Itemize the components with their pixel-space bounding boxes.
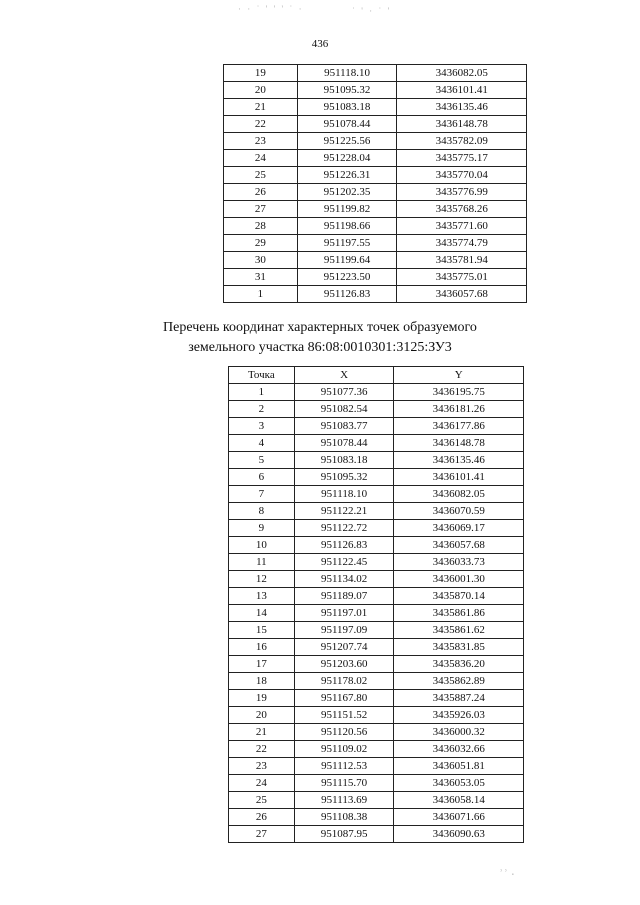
cell-x: 951083.77 <box>294 418 394 435</box>
cell-y: 3436053.05 <box>394 775 524 792</box>
table-row <box>229 724 524 741</box>
table-row <box>224 99 527 116</box>
cell-x: 951189.07 <box>294 588 394 605</box>
cell-x: 951225.56 <box>297 133 397 150</box>
cell-y: 3435836.20 <box>394 656 524 673</box>
cell-point: 4 <box>229 435 295 452</box>
cell-x: 951078.44 <box>294 435 394 452</box>
table-row <box>224 133 527 150</box>
cell-point: 20 <box>229 707 295 724</box>
scan-artifact-bottom: ʾʾ · <box>498 868 515 883</box>
cell-point: 25 <box>229 792 295 809</box>
cell-point: 6 <box>229 469 295 486</box>
cell-y: 3435775.17 <box>397 150 527 167</box>
cell-point: 14 <box>229 605 295 622</box>
cell-y: 3435776.99 <box>397 184 527 201</box>
cell-y: 3435870.14 <box>394 588 524 605</box>
cell-y: 3436195.75 <box>394 384 524 401</box>
cell-y: 3436135.46 <box>397 99 527 116</box>
cell-x: 951077.36 <box>294 384 394 401</box>
cell-x: 951118.10 <box>297 65 397 82</box>
cell-y: 3435768.26 <box>397 201 527 218</box>
cell-point: 24 <box>224 150 298 167</box>
cell-point: 24 <box>229 775 295 792</box>
cell-y: 3436070.59 <box>394 503 524 520</box>
cell-y: 3436082.05 <box>397 65 527 82</box>
table-row <box>229 656 524 673</box>
cell-point: 27 <box>224 201 298 218</box>
section-heading-line-1: Перечень координат характерных точек образуемого <box>163 320 477 335</box>
cell-point: 3 <box>229 418 295 435</box>
table-row <box>229 588 524 605</box>
cell-x: 951203.60 <box>294 656 394 673</box>
table-row <box>224 150 527 167</box>
table-row <box>224 286 527 303</box>
cell-x: 951167.80 <box>294 690 394 707</box>
cell-x: 951197.01 <box>294 605 394 622</box>
table-row <box>229 486 524 503</box>
table-row <box>229 571 524 588</box>
cell-x: 951134.02 <box>294 571 394 588</box>
table-row <box>229 741 524 758</box>
cell-point: 5 <box>229 452 295 469</box>
cell-x: 951126.83 <box>297 286 397 303</box>
table-row <box>224 252 527 269</box>
cell-x: 951078.44 <box>297 116 397 133</box>
cell-y: 3436090.63 <box>394 826 524 843</box>
cell-x: 951115.70 <box>294 775 394 792</box>
cell-y: 3435861.62 <box>394 622 524 639</box>
coordinates-table-zu3-body <box>229 384 524 843</box>
table-row <box>224 201 527 218</box>
cell-y: 3436071.66 <box>394 809 524 826</box>
coordinates-table-continued <box>223 64 527 303</box>
cell-x: 951122.72 <box>294 520 394 537</box>
cell-x: 951109.02 <box>294 741 394 758</box>
cell-y: 3436101.41 <box>397 82 527 99</box>
cell-y: 3436057.68 <box>397 286 527 303</box>
cell-x: 951199.82 <box>297 201 397 218</box>
table-row <box>224 116 527 133</box>
table-row <box>229 554 524 571</box>
table-row <box>229 775 524 792</box>
cell-x: 951197.55 <box>297 235 397 252</box>
table-row <box>229 418 524 435</box>
cell-y: 3436101.41 <box>394 469 524 486</box>
cell-point: 28 <box>224 218 298 235</box>
cell-point: 9 <box>229 520 295 537</box>
cell-y: 3436032.66 <box>394 741 524 758</box>
cell-point: 17 <box>229 656 295 673</box>
cell-x: 951228.04 <box>297 150 397 167</box>
cell-point: 1 <box>229 384 295 401</box>
table-row <box>229 520 524 537</box>
table-row <box>229 809 524 826</box>
cell-point: 18 <box>229 673 295 690</box>
cell-y: 3435782.09 <box>397 133 527 150</box>
scan-artifact-top-right: ˙ ' · ˙ ' <box>352 6 392 16</box>
cell-point: 11 <box>229 554 295 571</box>
table-row <box>224 269 527 286</box>
table-row <box>229 792 524 809</box>
cell-y: 3435861.86 <box>394 605 524 622</box>
table-row <box>224 65 527 82</box>
cell-point: 26 <box>224 184 298 201</box>
cell-y: 3436051.81 <box>394 758 524 775</box>
cell-point: 16 <box>229 639 295 656</box>
cell-point: 19 <box>224 65 298 82</box>
cell-x: 951199.64 <box>297 252 397 269</box>
cell-x: 951095.32 <box>297 82 397 99</box>
cell-point: 2 <box>229 401 295 418</box>
table-row <box>224 184 527 201</box>
cell-y: 3435774.79 <box>397 235 527 252</box>
table-row <box>229 622 524 639</box>
cell-point: 25 <box>224 167 298 184</box>
coordinates-table-zu3 <box>228 366 524 843</box>
cell-x: 951113.69 <box>294 792 394 809</box>
cell-y: 3435926.03 <box>394 707 524 724</box>
cell-point: 21 <box>229 724 295 741</box>
table-row <box>229 503 524 520</box>
cell-y: 3436135.46 <box>394 452 524 469</box>
cell-x: 951202.35 <box>297 184 397 201</box>
cell-y: 3435862.89 <box>394 673 524 690</box>
cell-point: 7 <box>229 486 295 503</box>
cell-x: 951087.95 <box>294 826 394 843</box>
cell-y: 3435775.01 <box>397 269 527 286</box>
section-heading-line-2: земельного участка 86:08:0010301:3125:ЗУ3 <box>188 340 452 355</box>
cell-y: 3435887.24 <box>394 690 524 707</box>
table-row <box>229 673 524 690</box>
cell-y: 3436069.17 <box>394 520 524 537</box>
cell-x: 951122.21 <box>294 503 394 520</box>
cell-y: 3435831.85 <box>394 639 524 656</box>
table-row <box>229 690 524 707</box>
table-row <box>229 384 524 401</box>
cell-point: 20 <box>224 82 298 99</box>
cell-point: 26 <box>229 809 295 826</box>
cell-y: 3436148.78 <box>397 116 527 133</box>
cell-x: 951207.74 <box>294 639 394 656</box>
cell-x: 951223.50 <box>297 269 397 286</box>
cell-x: 951197.09 <box>294 622 394 639</box>
cell-point: 10 <box>229 537 295 554</box>
cell-point: 30 <box>224 252 298 269</box>
cell-y: 3435781.94 <box>397 252 527 269</box>
cell-point: 29 <box>224 235 298 252</box>
table-row <box>229 452 524 469</box>
table-row <box>224 82 527 99</box>
coordinates-table-continued-body <box>224 65 527 303</box>
table-header-row <box>229 367 524 384</box>
header-y: Y <box>394 367 524 384</box>
table-row <box>229 639 524 656</box>
table-row <box>224 167 527 184</box>
cell-point: 1 <box>224 286 298 303</box>
cell-point: 22 <box>224 116 298 133</box>
cell-point: 15 <box>229 622 295 639</box>
cell-x: 951122.45 <box>294 554 394 571</box>
table-row <box>229 401 524 418</box>
cell-x: 951112.53 <box>294 758 394 775</box>
cell-point: 22 <box>229 741 295 758</box>
cell-x: 951126.83 <box>294 537 394 554</box>
table-row <box>229 758 524 775</box>
table-row <box>229 605 524 622</box>
cell-y: 3436177.86 <box>394 418 524 435</box>
table-row <box>224 218 527 235</box>
cell-point: 23 <box>229 758 295 775</box>
cell-y: 3436033.73 <box>394 554 524 571</box>
cell-x: 951118.10 <box>294 486 394 503</box>
cell-point: 23 <box>224 133 298 150</box>
cell-y: 3436148.78 <box>394 435 524 452</box>
cell-y: 3436057.68 <box>394 537 524 554</box>
cell-point: 12 <box>229 571 295 588</box>
cell-point: 13 <box>229 588 295 605</box>
table-row <box>229 826 524 843</box>
cell-y: 3435770.04 <box>397 167 527 184</box>
cell-point: 27 <box>229 826 295 843</box>
cell-y: 3436082.05 <box>394 486 524 503</box>
cell-x: 951083.18 <box>294 452 394 469</box>
cell-x: 951082.54 <box>294 401 394 418</box>
cell-x: 951120.56 <box>294 724 394 741</box>
header-x: X <box>294 367 394 384</box>
cell-y: 3435771.60 <box>397 218 527 235</box>
cell-x: 951151.52 <box>294 707 394 724</box>
cell-x: 951095.32 <box>294 469 394 486</box>
cell-y: 3436001.30 <box>394 571 524 588</box>
cell-point: 31 <box>224 269 298 286</box>
cell-x: 951178.02 <box>294 673 394 690</box>
cell-point: 8 <box>229 503 295 520</box>
cell-y: 3436181.26 <box>394 401 524 418</box>
page-number: 436 <box>311 38 329 50</box>
table-row <box>229 537 524 554</box>
table-row <box>229 707 524 724</box>
table-row <box>229 469 524 486</box>
cell-point: 19 <box>229 690 295 707</box>
table-row <box>229 435 524 452</box>
cell-y: 3436000.32 <box>394 724 524 741</box>
cell-x: 951198.66 <box>297 218 397 235</box>
cell-point: 21 <box>224 99 298 116</box>
table-row <box>224 235 527 252</box>
cell-x: 951083.18 <box>297 99 397 116</box>
cell-y: 3436058.14 <box>394 792 524 809</box>
cell-x: 951226.31 <box>297 167 397 184</box>
scan-artifact-top-left: · · ˙ ' ' ' ˙ · <box>238 4 304 14</box>
header-point: Точка <box>229 367 295 384</box>
cell-x: 951108.38 <box>294 809 394 826</box>
